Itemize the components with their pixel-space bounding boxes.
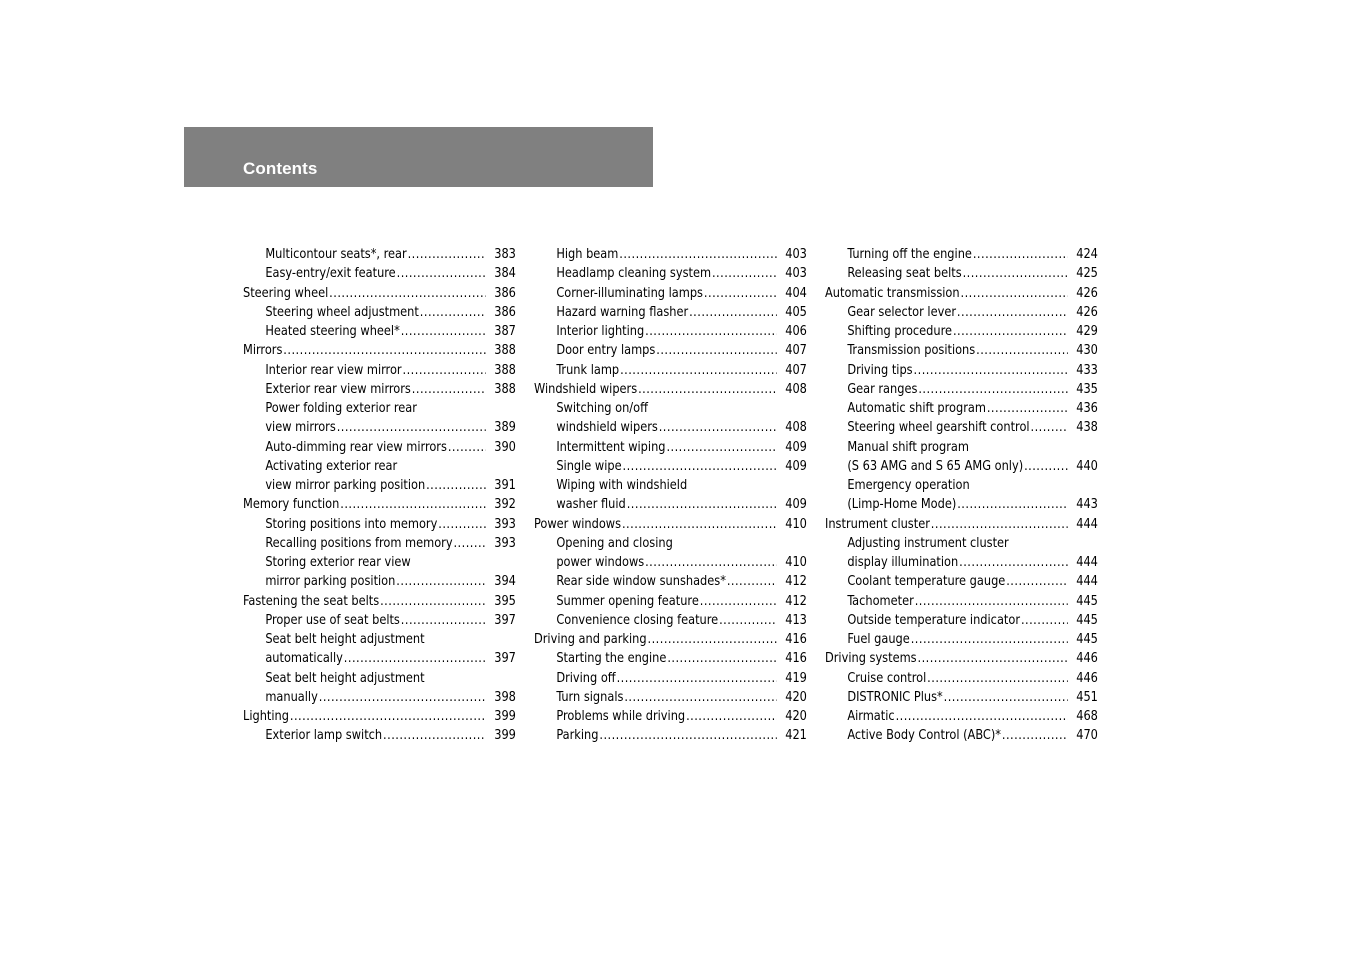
dot-leader (438, 515, 486, 534)
toc-subentry[interactable] (243, 361, 516, 380)
toc-page-number: 408 (785, 419, 807, 436)
dot-leader (426, 476, 486, 495)
toc-page-number: 424 (1076, 246, 1098, 262)
dot-leader (408, 245, 487, 264)
toc-entry[interactable] (534, 630, 807, 649)
dot-leader (931, 515, 1068, 534)
toc-entry-label: Windshield wipers (534, 380, 638, 397)
toc-page-number: 420 (785, 688, 807, 705)
toc-entry-label: display illumination (847, 554, 959, 570)
toc-entry[interactable] (243, 707, 516, 726)
toc-subentry[interactable] (534, 264, 807, 283)
toc-page-number: 426 (1076, 303, 1098, 320)
toc-subentry[interactable] (825, 553, 1098, 572)
toc-page-number: 391 (494, 477, 516, 493)
toc-entry[interactable] (243, 284, 516, 303)
toc-entry[interactable] (825, 284, 1098, 303)
dot-leader (383, 726, 486, 745)
toc-entry-label: High beam (556, 246, 619, 262)
dot-leader (453, 534, 486, 553)
toc-subentry[interactable] (534, 707, 807, 726)
dot-leader (957, 303, 1068, 322)
dot-leader (319, 688, 486, 707)
dot-leader (953, 322, 1068, 341)
toc-page-number: 430 (1076, 342, 1098, 359)
dot-leader (638, 380, 777, 399)
dot-leader (987, 399, 1068, 418)
dot-leader (627, 495, 777, 514)
dot-leader (624, 688, 777, 707)
toc-entry-label: Interior lighting (556, 323, 645, 339)
toc-subentry[interactable] (243, 572, 516, 591)
toc-page-number: 433 (1076, 361, 1098, 378)
toc-entry-label: Gear selector lever (847, 303, 956, 320)
toc-entry[interactable] (534, 380, 807, 399)
dot-leader (689, 303, 777, 322)
dot-leader (403, 361, 487, 380)
toc-subentry (534, 399, 807, 418)
toc-subentry (534, 476, 807, 495)
toc-subentry[interactable] (825, 361, 1098, 380)
toc-page-number: 438 (1076, 419, 1098, 436)
dot-leader (1024, 457, 1068, 476)
dot-leader (290, 707, 486, 726)
toc-page-number: 445 (1076, 631, 1098, 647)
toc-subentry[interactable] (825, 322, 1098, 341)
toc-page-number: 403 (785, 246, 807, 262)
toc-subentry[interactable] (243, 476, 516, 495)
toc-subentry[interactable] (534, 361, 807, 380)
toc-subentry[interactable] (825, 688, 1098, 707)
toc-entry-label: Turning off the engine (847, 246, 972, 262)
dot-leader (337, 418, 486, 437)
toc-entry-label: Manual shift program (847, 438, 969, 455)
toc-subentry (243, 399, 516, 418)
toc-subentry[interactable] (243, 322, 516, 341)
toc-subentry[interactable] (534, 341, 807, 360)
toc-page-number: 407 (785, 361, 807, 378)
toc-page-number: 416 (785, 650, 807, 667)
toc-entry-label: Storing exterior rear view (265, 554, 411, 570)
toc-subentry[interactable] (825, 707, 1098, 726)
toc-entry-label: Shifting procedure (847, 323, 953, 339)
toc-subentry[interactable] (243, 649, 516, 668)
toc-page-number: 394 (494, 573, 516, 590)
toc-subentry (825, 438, 1098, 457)
toc-entry-label: Active Body Control (ABC)* (847, 727, 1001, 744)
toc-entry-label: Power windows (534, 515, 622, 532)
toc-entry-label: Automatic shift program (847, 400, 986, 416)
toc-page-number: 405 (785, 303, 807, 320)
dot-leader (959, 553, 1068, 572)
toc-subentry[interactable] (825, 592, 1098, 611)
toc-entry-label: Driving tips (847, 361, 913, 378)
toc-page-number: 388 (494, 380, 516, 397)
toc-entry-label: Trunk lamp (556, 361, 620, 378)
toc-page-number: 436 (1076, 400, 1098, 416)
toc-subentry[interactable] (534, 726, 807, 745)
toc-entry-label: power windows (556, 554, 645, 570)
toc-entry-label: Memory function (243, 496, 340, 513)
dot-leader (396, 572, 486, 591)
dot-leader (915, 592, 1068, 611)
toc-entry-label: Airmatic (847, 708, 895, 724)
dot-leader (700, 592, 777, 611)
dot-leader (329, 284, 486, 303)
toc-page-number: 445 (1076, 592, 1098, 609)
toc-subentry[interactable] (825, 669, 1098, 688)
toc-entry[interactable] (825, 515, 1098, 534)
dot-leader (659, 418, 777, 437)
toc-page-number: 421 (785, 727, 807, 744)
dot-leader (963, 264, 1069, 283)
toc-subentry[interactable] (534, 495, 807, 514)
toc-entry-label: Fastening the seat belts (243, 592, 380, 609)
toc-page-number: 387 (494, 323, 516, 339)
dot-leader (1021, 611, 1068, 630)
toc-subentry[interactable] (534, 303, 807, 322)
toc-entry-label: Single wipe (556, 457, 622, 474)
dot-leader (283, 341, 486, 360)
dot-leader (623, 457, 778, 476)
toc-page-number: 399 (494, 727, 516, 744)
toc-subentry[interactable] (825, 245, 1098, 264)
toc-subentry (243, 553, 516, 572)
toc-subentry (243, 457, 516, 476)
toc-subentry[interactable] (825, 303, 1098, 322)
toc-subentry[interactable] (243, 418, 516, 437)
toc-entry-label: Convenience closing feature (556, 611, 719, 628)
toc-page-number: 399 (494, 708, 516, 724)
dot-leader (976, 341, 1068, 360)
toc-subentry[interactable] (825, 457, 1098, 476)
dot-leader (1031, 418, 1069, 437)
toc-subentry[interactable] (243, 303, 516, 322)
toc-subentry (243, 669, 516, 688)
toc-entry-label: Steering wheel gearshift control (847, 419, 1030, 436)
toc-page-number: 404 (785, 284, 807, 301)
toc-entry-label: Adjusting instrument cluster (847, 534, 1009, 551)
toc-page-number: 444 (1076, 515, 1098, 532)
toc-entry-label: Power folding exterior rear (265, 400, 417, 416)
toc-entry-label: Transmission positions (847, 342, 976, 359)
toc-entry-label: Rear side window sunshades* (556, 573, 726, 590)
toc-entry-label: Parking (556, 727, 599, 744)
dot-leader (727, 572, 777, 591)
toc-entry-label: Headlamp cleaning system (556, 265, 712, 282)
toc-subentry[interactable] (825, 341, 1098, 360)
dot-leader (401, 611, 486, 630)
toc-entry[interactable] (825, 649, 1098, 668)
toc-page-number: 386 (494, 284, 516, 301)
toc-entry-label: Seat belt height adjustment (265, 631, 425, 647)
toc-page-number: 409 (785, 457, 807, 474)
toc-column-3 (825, 245, 1098, 746)
toc-entry[interactable] (243, 495, 516, 514)
toc-entry-label: washer fluid (556, 496, 626, 513)
toc-subentry[interactable] (534, 284, 807, 303)
dot-leader (622, 515, 777, 534)
dot-leader (420, 303, 486, 322)
toc-entry-label: Coolant temperature gauge (847, 573, 1006, 590)
toc-page-number: 386 (494, 303, 516, 320)
toc-entry-label: Starting the engine (556, 650, 667, 667)
toc-page-number: 407 (785, 342, 807, 359)
toc-page-number: 440 (1076, 457, 1098, 474)
toc-page-number: 412 (785, 573, 807, 590)
toc-entry-label: Steering wheel (243, 284, 329, 301)
toc-entry-label: Driving off (556, 669, 616, 686)
dot-leader (1006, 572, 1068, 591)
toc-entry[interactable] (243, 341, 516, 360)
toc-entry-label: Tachometer (847, 592, 914, 609)
toc-entry-label: (Limp-Home Mode) (847, 496, 957, 513)
toc-entry-label: Seat belt height adjustment (265, 669, 425, 686)
toc-entry-label: Opening and closing (556, 534, 673, 551)
toc-entry-label: Door entry lamps (556, 342, 656, 359)
toc-page-number: 406 (785, 323, 807, 339)
toc-entry-label: Steering wheel adjustment (265, 303, 419, 320)
dot-leader (620, 361, 777, 380)
toc-entry-label: Emergency operation (847, 477, 970, 493)
toc-subentry (534, 534, 807, 553)
toc-page-number: 409 (785, 496, 807, 513)
toc-subentry[interactable] (243, 726, 516, 745)
toc-subentry[interactable] (243, 611, 516, 630)
toc-page-number: 398 (494, 688, 516, 705)
dot-leader (619, 245, 777, 264)
dot-leader (918, 380, 1068, 399)
toc-entry-label: Automatic transmission (825, 284, 960, 301)
toc-subentry[interactable] (534, 572, 807, 591)
toc-entry-label: Activating exterior rear (265, 457, 398, 474)
dot-leader (927, 669, 1068, 688)
dot-leader (380, 592, 486, 611)
toc-entry-label: Gear ranges (847, 380, 918, 397)
toc-entry-label: Exterior lamp switch (265, 727, 383, 744)
toc-entry-label: Recalling positions from memory (265, 534, 453, 551)
toc-page-number: 425 (1076, 265, 1098, 282)
dot-leader (412, 380, 486, 399)
toc-entry-label: Lighting (243, 708, 289, 724)
toc-subentry[interactable] (825, 418, 1098, 437)
toc-entry-label: (S 63 AMG and S 65 AMG only) (847, 457, 1024, 474)
toc-page-number: 393 (494, 515, 516, 532)
toc-page-number: 470 (1076, 727, 1098, 744)
toc-entry-label: manually (265, 688, 318, 705)
toc-entry-label: Easy-entry/exit feature (265, 265, 396, 282)
toc-subentry (243, 630, 516, 649)
toc-subentry[interactable] (534, 418, 807, 437)
toc-subentry[interactable] (243, 380, 516, 399)
toc-page-number: 451 (1076, 688, 1098, 705)
toc-subentry[interactable] (825, 495, 1098, 514)
dot-leader (397, 264, 487, 283)
dot-leader (340, 495, 486, 514)
toc-entry-label: Outside temperature indicator (847, 611, 1021, 628)
toc-entry-label: Heated steering wheel* (265, 323, 400, 339)
toc-page-number: 409 (785, 438, 807, 455)
page-title: Contents (243, 159, 318, 178)
toc-page-number: 468 (1076, 708, 1098, 724)
toc-subentry[interactable] (243, 264, 516, 283)
toc-subentry[interactable] (534, 245, 807, 264)
toc-page-number: 383 (494, 246, 516, 262)
toc-page-number: 408 (785, 380, 807, 397)
dot-leader (599, 726, 777, 745)
dot-leader (401, 322, 486, 341)
toc-page-number: 412 (785, 592, 807, 609)
dot-leader (914, 361, 1069, 380)
dot-leader (896, 707, 1069, 726)
toc-entry-label: Wiping with windshield (556, 477, 688, 493)
toc-subentry[interactable] (243, 245, 516, 264)
toc-entry-label: Cruise control (847, 669, 927, 686)
toc-subentry[interactable] (825, 726, 1098, 745)
toc-subentry[interactable] (534, 457, 807, 476)
toc-entry-label: Storing positions into memory (265, 515, 438, 532)
toc-entry-label: Turn signals (556, 688, 624, 705)
toc-page-number: 397 (494, 611, 516, 628)
toc-entry-label: automatically (265, 650, 343, 667)
toc-entry-label: DISTRONIC Plus* (847, 688, 943, 705)
toc-entry-label: Exterior rear view mirrors (265, 380, 411, 397)
dot-leader (645, 322, 777, 341)
toc-subentry[interactable] (243, 534, 516, 553)
toc-subentry (825, 534, 1098, 553)
toc-page-number: 435 (1076, 380, 1098, 397)
toc-page-number: 392 (494, 496, 516, 513)
toc-entry-label: Driving systems (825, 650, 917, 667)
toc-entry-label: Driving and parking (534, 631, 647, 647)
toc-entry[interactable] (243, 592, 516, 611)
toc-subentry[interactable] (534, 553, 807, 572)
toc-page-number: 388 (494, 361, 516, 378)
dot-leader (704, 284, 777, 303)
toc-page-number: 420 (785, 708, 807, 724)
dot-leader (686, 707, 777, 726)
toc-entry-label: Switching on/off (556, 400, 648, 416)
toc-subentry[interactable] (534, 611, 807, 630)
toc-subentry (825, 476, 1098, 495)
dot-leader (911, 630, 1068, 649)
toc-page-number: 445 (1076, 611, 1098, 628)
toc-subentry[interactable] (825, 572, 1098, 591)
toc-subentry[interactable] (534, 669, 807, 688)
toc-column-1 (243, 245, 516, 746)
dot-leader (648, 630, 778, 649)
dot-leader (719, 611, 777, 630)
toc-subentry[interactable] (534, 438, 807, 457)
dot-leader (645, 553, 777, 572)
toc-entry-label: Fuel gauge (847, 631, 910, 647)
dot-leader (957, 495, 1068, 514)
toc-entry-label: Proper use of seat belts (265, 611, 400, 628)
toc-entry-label: Intermittent wiping (556, 438, 666, 455)
toc-subentry[interactable] (243, 515, 516, 534)
toc-subentry[interactable] (825, 264, 1098, 283)
dot-leader (656, 341, 777, 360)
toc-subentry[interactable] (825, 630, 1098, 649)
toc-entry-label: view mirror parking position (265, 477, 426, 493)
toc-entry-label: Summer opening feature (556, 592, 699, 609)
toc-entry-label: Corner-illuminating lamps (556, 284, 703, 301)
toc-page-number: 388 (494, 342, 516, 359)
toc-subentry[interactable] (534, 592, 807, 611)
dot-leader (973, 245, 1068, 264)
toc-subentry[interactable] (825, 611, 1098, 630)
toc-page-number: 429 (1076, 323, 1098, 339)
contents-header-bar (184, 127, 653, 187)
dot-leader (666, 438, 777, 457)
toc-entry-label: view mirrors (265, 419, 336, 436)
toc-subentry[interactable] (534, 688, 807, 707)
toc-subentry[interactable] (243, 688, 516, 707)
dot-leader (448, 438, 486, 457)
toc-entry-label: mirror parking position (265, 573, 396, 590)
toc-subentry[interactable] (825, 399, 1098, 418)
dot-leader (961, 284, 1069, 303)
dot-leader (712, 264, 777, 283)
toc-page-number: 413 (785, 611, 807, 628)
dot-leader (918, 649, 1069, 668)
toc-page-number: 444 (1076, 554, 1098, 570)
toc-page-number: 395 (494, 592, 516, 609)
dot-leader (617, 669, 778, 688)
toc-page-number: 446 (1076, 650, 1098, 667)
toc-entry-label: Instrument cluster (825, 515, 930, 532)
toc-page-number: 443 (1076, 496, 1098, 513)
toc-page-number: 419 (785, 669, 807, 686)
dot-leader (344, 649, 486, 668)
toc-page-number: 410 (785, 515, 807, 532)
toc-page-number: 384 (494, 265, 516, 282)
dot-leader (944, 688, 1069, 707)
toc-page-number: 393 (494, 534, 516, 551)
toc-page-number: 416 (785, 631, 807, 647)
toc-page-number: 389 (494, 419, 516, 436)
toc-subentry[interactable] (243, 438, 516, 457)
toc-entry-label: Multicontour seats*, rear (265, 246, 407, 262)
dot-leader (1002, 726, 1068, 745)
toc-page-number: 390 (494, 438, 516, 455)
toc-column-2 (534, 245, 807, 746)
toc-entry[interactable] (534, 515, 807, 534)
toc-page-number: 410 (785, 554, 807, 570)
toc-page-number: 446 (1076, 669, 1098, 686)
dot-leader (667, 649, 777, 668)
toc-entry-label: Interior rear view mirror (265, 361, 402, 378)
toc-entry-label: Auto-dimming rear view mirrors (265, 438, 447, 455)
toc-page-number: 397 (494, 650, 516, 667)
toc-entry-label: Hazard warning flasher (556, 303, 689, 320)
toc-entry-label: Mirrors (243, 342, 283, 359)
toc-entry-label: Releasing seat belts (847, 265, 962, 282)
toc-subentry[interactable] (534, 322, 807, 341)
toc-entry-label: Problems while driving (556, 708, 686, 724)
toc-page-number: 403 (785, 265, 807, 282)
toc-page-number: 444 (1076, 573, 1098, 590)
toc-page-number: 426 (1076, 284, 1098, 301)
toc-subentry[interactable] (534, 649, 807, 668)
toc-subentry[interactable] (825, 380, 1098, 399)
toc-entry-label: windshield wipers (556, 419, 658, 436)
